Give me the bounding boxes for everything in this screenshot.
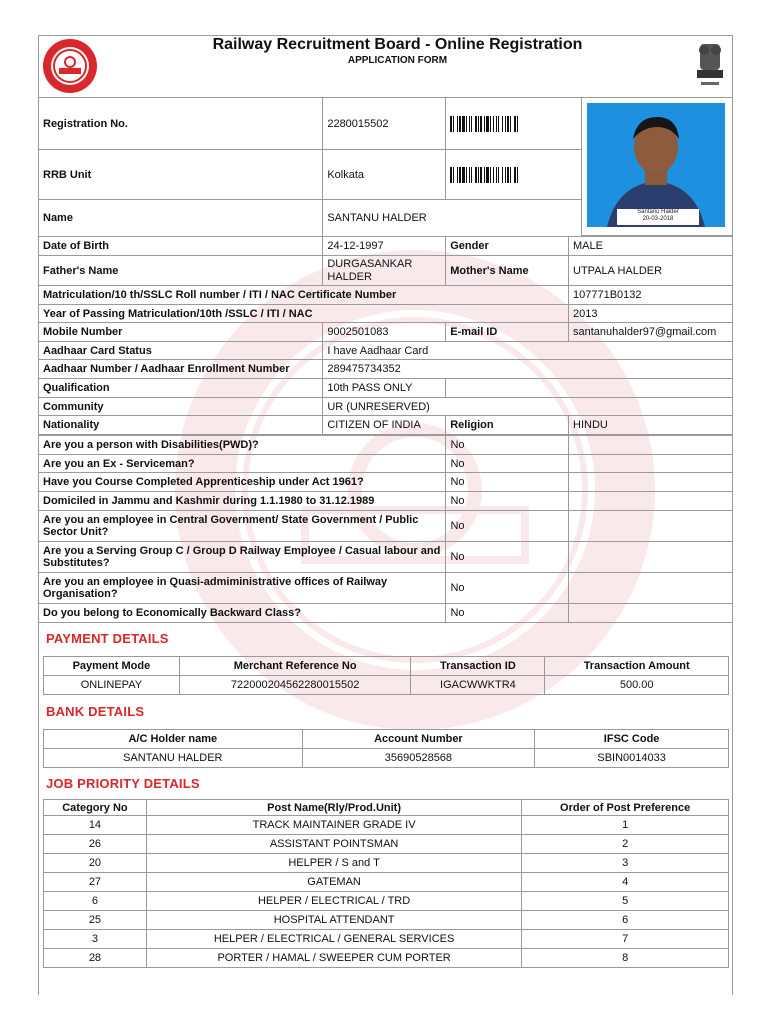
answer-ex-serviceman: No — [446, 455, 569, 473]
account-holder: SANTANU HALDER — [44, 749, 303, 768]
aadhaar-number-value: 289475734352 — [323, 360, 733, 379]
table-row — [44, 816, 729, 835]
post-preference: 8 — [522, 949, 729, 968]
answer-govt-employee: No — [446, 511, 569, 542]
payment-section-title: PAYMENT DETAILS — [46, 631, 169, 646]
answer-pwd: No — [446, 436, 569, 455]
job-priority-table — [43, 799, 729, 968]
answer-quasi-admin: No — [446, 573, 569, 604]
bank-header: IFSC Code — [535, 730, 729, 749]
job-header: Post Name(Rly/Prod.Unit) — [146, 800, 521, 816]
name-label: Name — [39, 200, 323, 237]
category-no: 3 — [44, 930, 147, 949]
post-name: HOSPITAL ATTENDANT — [146, 911, 521, 930]
empty-cell — [569, 542, 733, 573]
question-govt-employee: Are you an employee in Central Government/ State Government / Public Sector Unit? — [39, 511, 446, 542]
gender-label: Gender — [446, 237, 569, 256]
qualification-empty — [446, 379, 733, 398]
nationality-label: Nationality — [39, 416, 323, 435]
answer-railway-employee: No — [446, 542, 569, 573]
post-preference: 1 — [522, 816, 729, 835]
email-label: E-mail ID — [446, 323, 569, 342]
transaction-id: IGACWWKTR4 — [411, 676, 545, 695]
rrb-unit-value: Kolkata — [323, 150, 446, 200]
post-preference: 6 — [522, 911, 729, 930]
post-name: HELPER / S and T — [146, 854, 521, 873]
mother-label: Mother's Name — [446, 256, 569, 286]
payment-header: Transaction Amount — [545, 657, 729, 676]
matric-label: Matriculation/10 th/SSLC Roll number / ITI / NAC Certificate Number — [39, 286, 569, 305]
mother-value: UTPALA HALDER — [569, 256, 733, 286]
qualification-value: 10th PASS ONLY — [323, 379, 446, 398]
mobile-label: Mobile Number — [39, 323, 323, 342]
aadhaar-status-label: Aadhaar Card Status — [39, 342, 323, 360]
table-row — [44, 911, 729, 930]
answer-ebc: No — [446, 604, 569, 623]
question-ex-serviceman: Are you an Ex - Serviceman? — [39, 455, 446, 473]
post-preference: 5 — [522, 892, 729, 911]
transaction-amount: 500.00 — [545, 676, 729, 695]
answer-jk-domicile: No — [446, 492, 569, 511]
bank-section-title: BANK DETAILS — [46, 704, 145, 719]
post-name: TRACK MAINTAINER GRADE IV — [146, 816, 521, 835]
post-name: HELPER / ELECTRICAL / TRD — [146, 892, 521, 911]
table-row — [44, 930, 729, 949]
father-value: DURGASANKAR HALDER — [323, 256, 446, 286]
question-apprenticeship: Have you Course Completed Apprenticeship under Act 1961? — [39, 473, 446, 492]
empty-cell — [569, 492, 733, 511]
post-preference: 4 — [522, 873, 729, 892]
category-no: 6 — [44, 892, 147, 911]
question-railway-employee: Are you a Serving Group C / Group D Railway Employee / Casual labour and Substitutes? — [39, 542, 446, 573]
email-value: santanuhalder97@gmail.com — [569, 323, 733, 342]
question-pwd: Are you a person with Disabilities(PWD)? — [39, 436, 446, 455]
category-no: 27 — [44, 873, 147, 892]
category-no: 14 — [44, 816, 147, 835]
identity-table — [38, 97, 582, 237]
table-row — [44, 892, 729, 911]
empty-cell — [569, 436, 733, 455]
mobile-value: 9002501083 — [323, 323, 446, 342]
account-number: 35690528568 — [302, 749, 535, 768]
empty-cell — [569, 473, 733, 492]
payment-header: Merchant Reference No — [179, 657, 411, 676]
name-value: SANTANU HALDER — [323, 200, 582, 237]
community-label: Community — [39, 398, 323, 416]
merchant-reference: 722000204562280015502 — [179, 676, 411, 695]
post-name: GATEMAN — [146, 873, 521, 892]
gender-value: MALE — [569, 237, 733, 256]
post-name: ASSISTANT POINTSMAN — [146, 835, 521, 854]
table-row — [44, 949, 729, 968]
payment-header: Payment Mode — [44, 657, 180, 676]
rrb-unit-label: RRB Unit — [39, 150, 323, 200]
questions-table — [38, 435, 733, 623]
page-title: Railway Recruitment Board - Online Registration — [212, 36, 583, 53]
nationality-value: CITIZEN OF INDIA — [323, 416, 446, 435]
matric-value: 107771B0132 — [569, 286, 733, 305]
payment-mode: ONLINEPAY — [44, 676, 180, 695]
payment-header: Transaction ID — [411, 657, 545, 676]
post-name: HELPER / ELECTRICAL / GENERAL SERVICES — [146, 930, 521, 949]
question-jk-domicile: Domiciled in Jammu and Kashmir during 1.1.1980 to 31.12.1989 — [39, 492, 446, 511]
father-label: Father's Name — [39, 256, 323, 286]
passing-year-value: 2013 — [569, 305, 733, 323]
category-no: 20 — [44, 854, 147, 873]
category-no: 28 — [44, 949, 147, 968]
bank-header: Account Number — [302, 730, 535, 749]
indian-railways-logo — [42, 38, 98, 94]
page-subtitle: APPLICATION FORM — [347, 55, 448, 66]
empty-cell — [569, 511, 733, 542]
category-no: 25 — [44, 911, 147, 930]
rrb-unit-barcode — [446, 150, 582, 200]
empty-cell — [569, 455, 733, 473]
post-preference: 3 — [522, 854, 729, 873]
post-preference: 7 — [522, 930, 729, 949]
registration-barcode — [446, 98, 582, 150]
job-header: Order of Post Preference — [522, 800, 729, 816]
empty-cell — [569, 573, 733, 604]
job-priority-section-title: JOB PRIORITY DETAILS — [46, 776, 200, 791]
registration-value: 2280015502 — [323, 98, 446, 150]
bank-header: A/C Holder name — [44, 730, 303, 749]
category-no: 26 — [44, 835, 147, 854]
question-quasi-admin: Are you an employee in Quasi-admiministrative offices of Railway Organisation? — [39, 573, 446, 604]
registration-label: Registration No. — [39, 98, 323, 150]
answer-apprenticeship: No — [446, 473, 569, 492]
ifsc-code: SBIN0014033 — [535, 749, 729, 768]
table-row — [44, 835, 729, 854]
applicant-photo — [587, 103, 725, 227]
barcode-icon — [450, 167, 577, 183]
question-ebc: Do you belong to Economically Backward Class? — [39, 604, 446, 623]
post-preference: 2 — [522, 835, 729, 854]
aadhaar-status-value: I have Aadhaar Card — [323, 342, 733, 360]
religion-value: HINDU — [569, 416, 733, 435]
qualification-label: Qualification — [39, 379, 323, 398]
national-emblem-icon — [692, 40, 728, 92]
table-row — [44, 873, 729, 892]
empty-cell — [569, 604, 733, 623]
payment-table — [43, 656, 729, 695]
dob-label: Date of Birth — [39, 237, 323, 256]
religion-label: Religion — [446, 416, 569, 435]
aadhaar-number-label: Aadhaar Number / Aadhaar Enrollment Number — [39, 360, 323, 379]
bank-table — [43, 729, 729, 768]
personal-details-table — [38, 236, 733, 435]
post-name: PORTER / HAMAL / SWEEPER CUM PORTER — [146, 949, 521, 968]
dob-value: 24-12-1997 — [323, 237, 446, 256]
photo-caption-date: 20-03-2018 — [642, 216, 674, 222]
table-row — [44, 854, 729, 873]
photo-caption-name: Santanu Halder — [637, 209, 679, 215]
photo-caption — [617, 209, 699, 225]
passing-year-label: Year of Passing Matriculation/10th /SSLC / ITI / NAC — [39, 305, 569, 323]
job-header: Category No — [44, 800, 147, 816]
community-value: UR (UNRESERVED) — [323, 398, 733, 416]
barcode-icon — [450, 116, 577, 132]
